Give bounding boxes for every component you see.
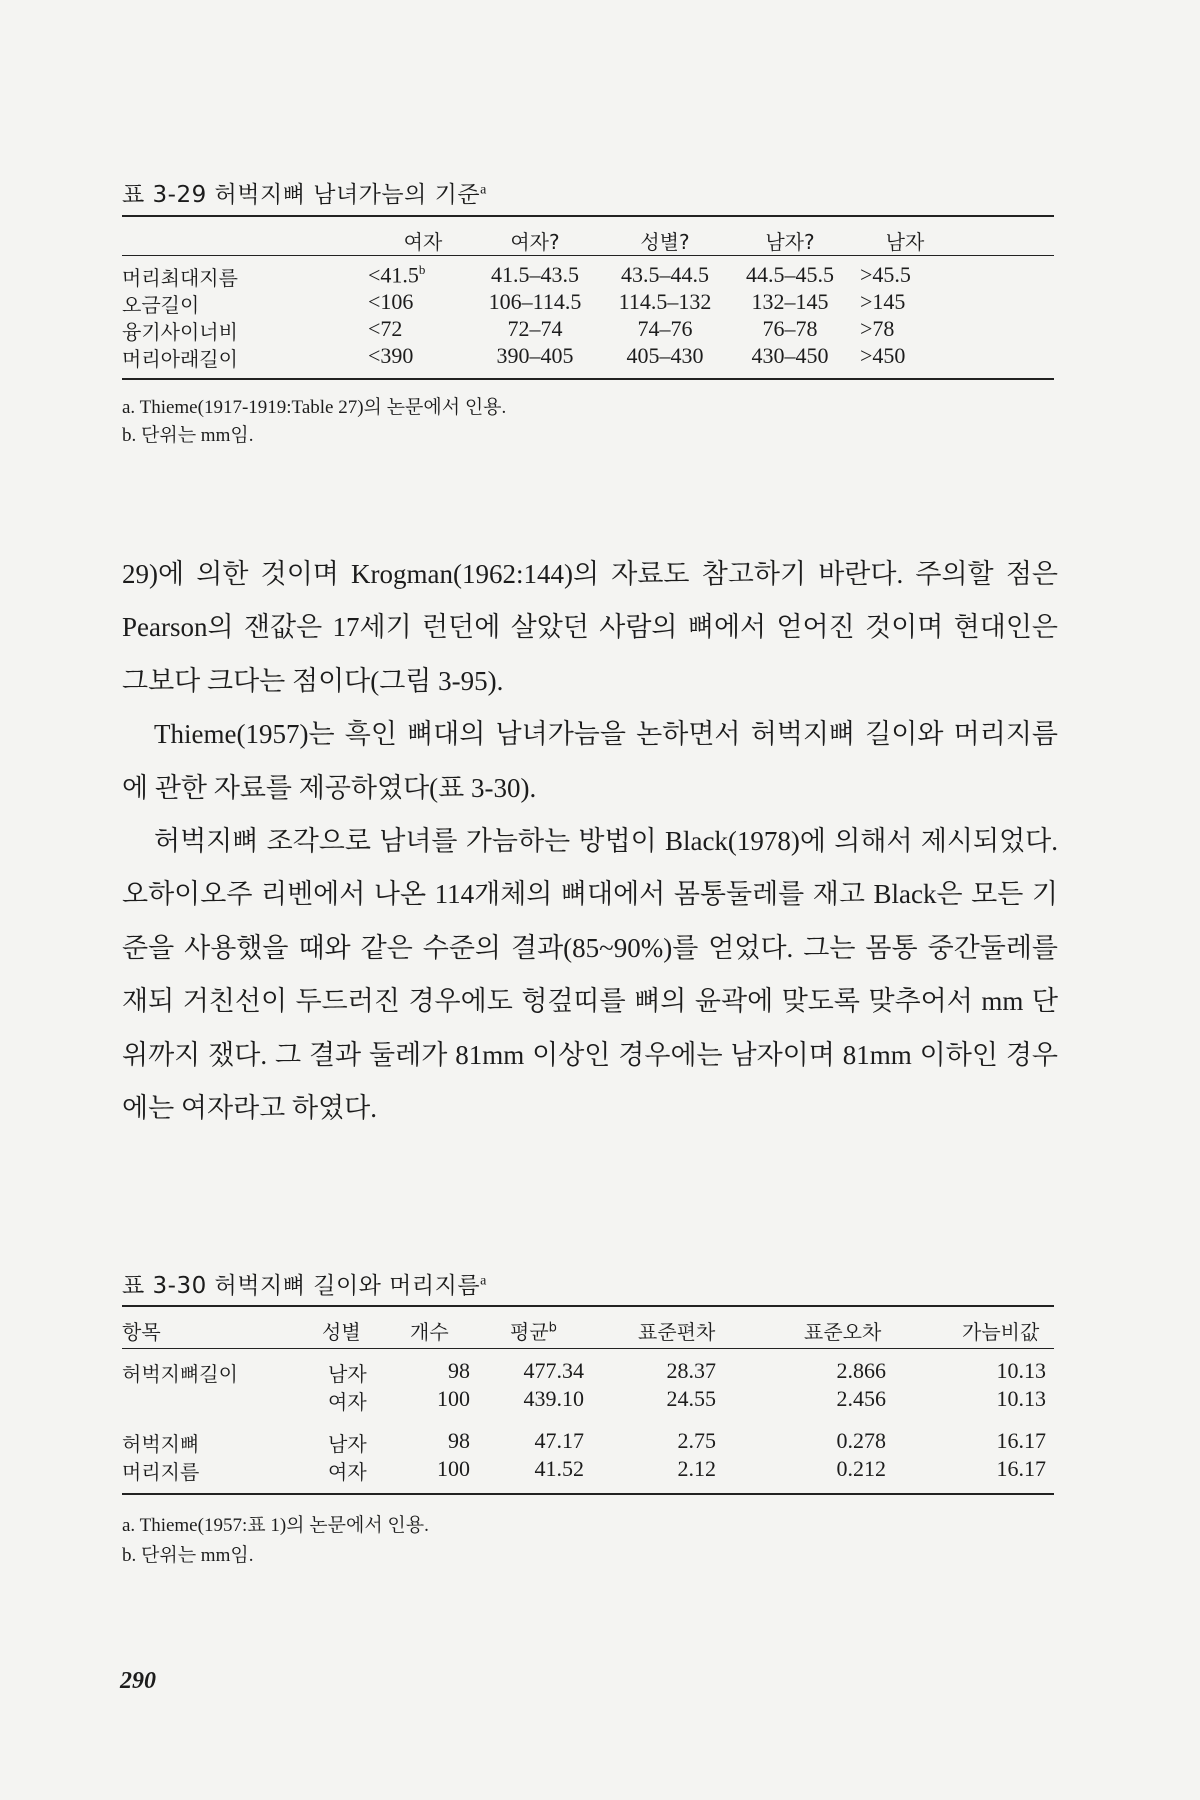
table2-cell-se: 0.212: [836, 1456, 886, 1481]
table2-cell-sex: 여자: [328, 1390, 367, 1414]
table2-note-b: b. 단위는 mm임.: [122, 1545, 254, 1566]
table1-row-label: 머리최대지름: [122, 266, 238, 290]
table2-cell-mean: 41.52: [534, 1456, 584, 1481]
body-text: [122, 548, 1058, 1135]
table1-cell: 390–405: [496, 343, 574, 368]
table2-header-ratio: 가늠비값: [962, 1320, 1040, 1344]
table2-cell-sd: 2.12: [677, 1456, 716, 1481]
table2-cell-sd: 2.75: [677, 1428, 716, 1453]
table2-header-item: 항목: [122, 1320, 161, 1344]
table2-note-a: a. Thieme(1957:표 1)의 논문에서 인용.: [122, 1515, 429, 1536]
table2-header-se: 표준오차: [804, 1320, 882, 1344]
table1-note-a: a. Thieme(1917-1919:Table 27)의 논문에서 인용.: [122, 397, 507, 418]
table1-cell: <106: [368, 289, 414, 314]
table1-caption: 표 3-29 허벅지뼈 남녀가늠의 기준$^a$: [122, 182, 487, 208]
table2-cell-sex: 여자: [328, 1460, 367, 1484]
table2-header-sd: 표준편차: [638, 1320, 716, 1344]
table2-cell-sex: 남자: [328, 1432, 367, 1456]
table2-cell-ratio: 10.13: [996, 1358, 1046, 1383]
table2-top-rule: [122, 1305, 1054, 1307]
table1-cell: >78: [860, 316, 895, 341]
table1-bottom-rule: [122, 378, 1054, 380]
table1-row-label: 머리아래길이: [122, 347, 238, 371]
table2-cell-se: 0.278: [836, 1428, 886, 1453]
table1-cell: 44.5–45.5: [746, 262, 834, 287]
table2-cell-ratio: 16.17: [996, 1428, 1046, 1453]
table1-cell: 106–114.5: [488, 289, 582, 314]
table2-cell-sd: 24.55: [666, 1386, 716, 1411]
table1-cell: 405–430: [626, 343, 704, 368]
table2-cell-mean: 439.10: [523, 1386, 584, 1411]
table1-row-label: 융기사이너비: [122, 320, 238, 344]
table2-cell-count: 100: [437, 1386, 470, 1411]
table1-cell: 76–78: [762, 316, 818, 341]
table1-cell: 41.5–43.5: [491, 262, 579, 287]
table1-header-sex-q: 성별?: [640, 230, 690, 254]
body-paragraph: Thieme(1957)는 흑인 뼈대의 남녀가늠을 논하면서 허벅지뼈 길이와 머리지름에 관한 자료를 제공하였다(표 3-30).: [122, 719, 1058, 803]
table2-cell-count: 98: [448, 1358, 470, 1383]
table1-header-rule: [122, 255, 1054, 256]
table2-cell-mean: 477.34: [523, 1358, 584, 1383]
table2-header-count: 개수: [410, 1320, 449, 1344]
table2-row-item: 머리지름: [122, 1460, 200, 1484]
table2-row-item: 허벅지뼈: [122, 1432, 200, 1456]
table1-header-female-q: 여자?: [510, 230, 560, 254]
table1-cell: 74–76: [637, 316, 693, 341]
table2-cell-ratio: 10.13: [996, 1386, 1046, 1411]
table2-cell-sex: 남자: [328, 1362, 367, 1386]
table1-cell: <41.5$^b$: [368, 262, 426, 288]
table1-cell: <72: [368, 316, 403, 341]
table1-cell: 430–450: [751, 343, 829, 368]
table2-cell-mean: 47.17: [534, 1428, 584, 1453]
body-paragraph: 허벅지뼈 조각으로 남녀를 가늠하는 방법이 Black(1978)에 의해서 제시되었다. 오하이오주 리벤에서 나온 114개체의 뼈대에서 몸통둘레를 재고 Black은 모든 기준을 사용했을 때와 같은 수준의 결과(85~90%)를 얻었다. 그는 몸통 중간둘레를 재되 거친선이 두드러진 경우에도 헝겊띠를 뼈의 윤곽에 맞도록 맞추어서 mm 단위까지 쟀다. 그 결과 둘레가 81mm 이상인 경우에는 남자이며 81mm 이하인 경우에는 여자라고 하였다.: [122, 826, 1058, 1124]
table2-cell-se: 2.456: [836, 1386, 886, 1411]
table1-cell: 132–145: [751, 289, 829, 314]
table1-cell: <390: [368, 343, 414, 368]
table2-cell-count: 100: [437, 1456, 470, 1481]
table1-cell: >450: [860, 343, 906, 368]
page-number: 290: [120, 1668, 156, 1694]
table1-header-female: 여자: [403, 230, 443, 254]
table1-header-male: 남자: [885, 230, 925, 254]
table2-caption: 표 3-30 허벅지뼈 길이와 머리지름$^a$: [122, 1273, 487, 1299]
table1-note-b: b. 단위는 mm임.: [122, 425, 254, 446]
table2-row-item: 허벅지뼈길이: [122, 1362, 238, 1386]
table2-cell-se: 2.866: [836, 1358, 886, 1383]
table1-cell: 43.5–44.5: [621, 262, 709, 287]
table1-row-label: 오금길이: [122, 293, 200, 317]
table2-header-mean: 평균$^b$: [510, 1320, 557, 1344]
table2-cell-sd: 28.37: [666, 1358, 716, 1383]
table2-header-sex: 성별: [322, 1320, 361, 1344]
table1-cell: 114.5–132: [618, 289, 712, 314]
table2-cell-count: 98: [448, 1428, 470, 1453]
table1-cell: >45.5: [860, 262, 911, 287]
table1-header-male-q: 남자?: [765, 230, 815, 254]
table1-top-rule: [122, 215, 1054, 217]
table2-bottom-rule: [122, 1493, 1054, 1495]
table1-cell: 72–74: [507, 316, 563, 341]
table1-cell: >145: [860, 289, 906, 314]
table2-cell-ratio: 16.17: [996, 1456, 1046, 1481]
body-paragraph: 29)에 의한 것이며 Krogman(1962:144)의 자료도 참고하기 바란다. 주의할 점은 Pearson의 잰값은 17세기 런던에 살았던 사람의 뼈에서 얻어진 것이며 현대인은 그보다 크다는 점이다(그림 3-95).: [122, 559, 1058, 696]
table2-header-rule: [122, 1348, 1054, 1349]
